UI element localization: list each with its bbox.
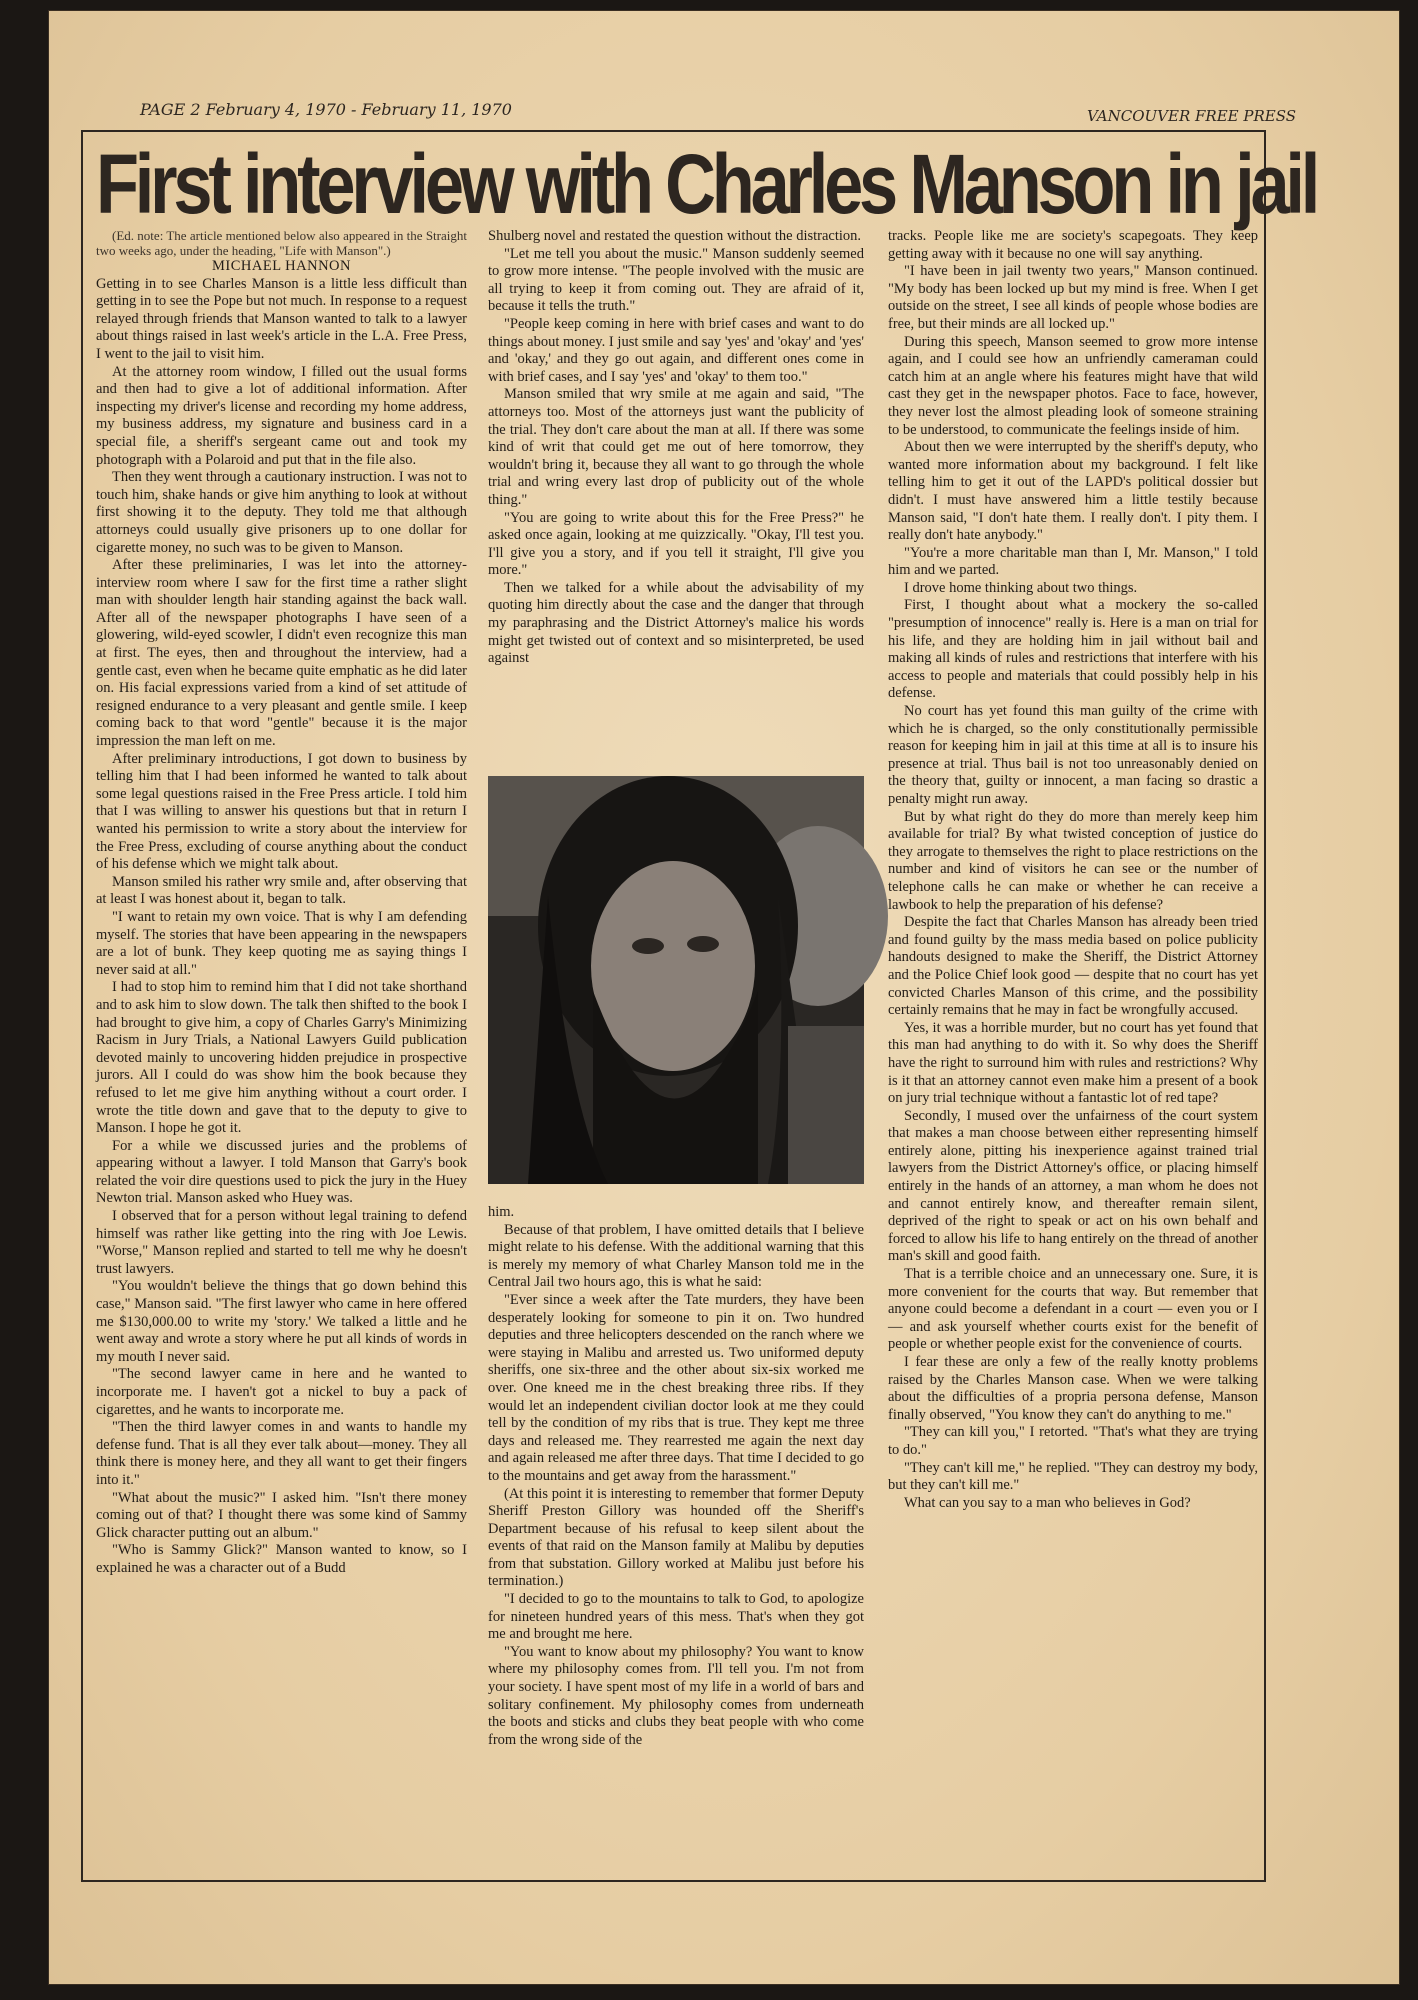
paragraph: Manson smiled that wry smile at me again and said, "The attorneys too. Most of the attorneys just want the publicity of the trial. They don't care about the man at all. If there was some kind of writ that could get me out of here tomorrow, they wouldn't bring it, because they all want to go through the whole trial and wring every last drop of publicity out of the whole thing.": [488, 386, 864, 508]
paragraph: I drove home thinking about two things.: [904, 579, 1138, 596]
paragraph: Despite the fact that Charles Manson has already been tried and found guilty by the mass media based on police publicity handouts designed to make the Sheriff, the District Attorney and the Police Chief look good — despite that no court has yet convicted Charles Manson of this crime, and the possibility certainly remains that he may in fact be wrongfully accused.: [888, 914, 1258, 1019]
paragraph: For a while we discussed juries and the problems of appearing without a lawyer. I told Manson that Garry's book related the voir dire questions used to pick the jury in the Huey Newton trial. Manson asked who Huey was.: [96, 1137, 467, 1207]
column-2-upper-text: [488, 228, 864, 762]
publication-name: VANCOUVER FREE PRESS: [1086, 107, 1296, 125]
paragraph: "What about the music?" I asked him. "Isn't there money coming out of that? I thought there was some kind of Sammy Glick character putting out an album.": [96, 1489, 467, 1541]
paragraph: Yes, it was a horrible murder, but no court has yet found that this man had anything to do with it. So why does the Sheriff have the right to surround him with rules and restrictions? Why is it that an attorney cannot even make him a present of a book on jury trial technique without a fantastic lot of red tape?: [888, 1019, 1258, 1107]
paragraph: "Who is Sammy Glick?" Manson wanted to know, so I explained he was a character out of a Budd: [96, 1542, 467, 1576]
paragraph: "Then the third lawyer comes in and wants to handle my defense fund. That is all they ever talk about—money. They all think there is money here, and they all want to get their fingers into it.": [96, 1419, 467, 1488]
paragraph: About then we were interrupted by the sheriff's deputy, who wanted more information about my background. I felt like telling him to get it out of the LAPD's political dossier but didn't. I must have answered him a little testily because Manson said, "I don't hate them. I really don't. I pity them. I really don't hate anybody.": [888, 439, 1258, 544]
paragraph: "Ever since a week after the Tate murders, they have been desperately looking for someone to pin it on. Two hundred deputies and three helicopters descended on the ranch where we were staying in Malibu and arrested us. Two uniformed deputy sheriffs, one six-three and the other about six-six worked me over. One kneed me in the chest breaking three ribs. If they would let an independent civilian doctor look at me they could tell by the condition of my ribs that is true. They kept me three days and released me. They rearrested me again the next day and again released me after three days. That time I decided to go to the mountains and get away from the harassment.": [488, 1291, 864, 1484]
column-2: [488, 228, 864, 1873]
paragraph: I observed that for a person without legal training to defend himself was rather like getting into the ring with Joe Lewis. "Worse," Manson replied and started to tell me why he doesn't trust lawyers.: [96, 1208, 467, 1277]
paragraph: Manson smiled his rather wry smile and, after observing that at least I was honest about it, began to talk.: [96, 873, 467, 908]
paragraph: "I have been in jail twenty two years," Manson continued. "My body has been locked up but my mind is free. When I get outside on the street, I see all kinds of people whose bodies are free, but their minds are all locked up.": [888, 263, 1258, 332]
paragraph: Secondly, I mused over the unfairness of the court system that makes a man choose between either representing himself entirely alone, pitting his inexperience against trained trial lawyers from the District Attorney's office, or placing himself entirely in the hands of an attorney, a man whom he does not and cannot entirely know, and thereafter remain silent, deprived of the right to speak or act on his own behalf and forced to allow his life to hang entirely on the thread of another man's skill and good faith.: [888, 1107, 1258, 1265]
column-1: [96, 228, 467, 1873]
paragraph: Shulberg novel and restated the question without the distraction.: [488, 228, 862, 244]
paragraph: "They can kill you," I retorted. "That's what they are trying to do.": [888, 1424, 1258, 1458]
paragraph: "The second lawyer came in here and he wanted to incorporate me. I haven't got a nickel to buy a pack of cigarettes, and he wants to incorporate me.: [96, 1366, 467, 1418]
paragraph: But by what right do they do more than merely keep him available for trial? By what twisted conception of justice do they arrogate to themselves the right to place restrictions on the number and kind of visitors he can see or the number of telephone calls he can make or whether he can receive a lawbook to help the preparation of his defense?: [888, 808, 1258, 913]
paragraph: "You wouldn't believe the things that go down behind this case," Manson said. "The first lawyer who came in here offered me $130,000.00 to write my 'story.' We talked a little and he went away and wrote a story where he put all kinds of words in my mouth I never said.: [96, 1278, 467, 1365]
paragraph: Then they went through a cautionary instruction. I was not to touch him, shake hands or give him anything to look at without first showing it to the deputy. They told me that although attorneys could usually give prisoners up to one dollar for cigarette money, no such was to be given to Manson.: [96, 469, 467, 556]
paragraph: "You want to know about my philosophy? You want to know where my philosophy comes from. I'll tell you. I'm not from your society. I have spent most of my life in a world of bars and solitary confinement. My philosophy comes from underneath the boots and sticks and clubs they beat people with who come from the wrong side of the: [488, 1643, 864, 1748]
column-3: [888, 228, 1258, 1873]
paragraph: him.: [488, 1204, 515, 1220]
portrait-photo: [488, 776, 864, 1184]
paragraph: "I want to retain my own voice. That is why I am defending myself. The stories that have been appearing in the newspapers are a lot of bunk. They keep quoting me as saying things I never said at all.": [96, 908, 467, 978]
paragraph: At the attorney room window, I filled out the usual forms and then had to give a lot of additional information. After inspecting my driver's license and recording my home address, my business address, my signature and business card in a special file, a sheriff's sergeant came out and took my photograph with a Polaroid and put that in the file also.: [96, 363, 467, 468]
paragraph: No court has yet found this man guilty of the crime with which he is charged, so the only constitutionally permissible reason for keeping him in jail at this time at all is to insure his presence at trial. Thus bail is not too unreasonably denied on the theory that, guilty or innocent, a man facing so drastic a penalty might run away.: [888, 703, 1258, 807]
paragraph: I fear these are only a few of the really knotty problems raised by the Charles Manson case. When we were talking about the difficulties of a propria persona defense, Manson finally observed, "You know they can't do anything to me.": [888, 1354, 1258, 1423]
column-2-lower-text: [488, 1204, 864, 1749]
paragraph: During this speech, Manson seemed to grow more intense again, and I could see how an unfriendly cameraman could catch him at an angle where his features might have that wild cast they get in the newspaper photos. Face to face, however, they never lost the almost pleading look of someone straining to be understood, to communicate the feelings inside of him.: [888, 333, 1258, 438]
paragraph: Because of that problem, I have omitted details that I believe might relate to his defense. With the additional warning that this is merely my memory of what Charley Manson told me in the Central Jail two hours ago, this is what he said:: [488, 1221, 864, 1291]
byline: MICHAEL HANNON: [212, 258, 351, 274]
paragraph: tracks. People like me are society's scapegoats. They keep getting away with it because no one will say anything.: [888, 228, 1258, 262]
paragraph: "You're a more charitable man than I, Mr. Manson," I told him and we parted.: [888, 544, 1258, 579]
paragraph: "They can't kill me," he replied. "They can destroy my body, but they can't kill me.": [888, 1459, 1258, 1494]
paragraph: "People keep coming in here with brief cases and want to do things about money. I just smile and say 'yes' and 'okay' and 'yes' and 'okay,' and they go out again, and different ones come in with brief cases, and I say 'yes' and 'okay' to them too.": [488, 315, 864, 385]
paragraph: (At this point it is interesting to remember that former Deputy Sheriff Preston Gillory was hounded off the Sheriff's Department because of his refusal to keep silent about the events of that raid on the Manson family at Malibu by deputies from that substation. Gillory worked at Malibu just before his termination.): [488, 1485, 864, 1590]
paragraph: "I decided to go to the mountains to talk to God, to apologize for nineteen hundred years of this mess. That's when they got me and brought me here.: [488, 1591, 864, 1643]
paragraph: I had to stop him to remind him that I did not take shorthand and to ask him to slow down. The talk then shifted to the book I had brought to give him, a copy of Charles Garry's Minimizing Racism in Jury Trials, a National Lawyers Guild publication devoted mainly to uncovering hidden prejudice in prospective jurors. All I could do was show him the book because they refused to let me give him anything without a court order. I wrote the title down and gave that to the deputy to give to Manson. I hope he got it.: [96, 979, 467, 1137]
paragraph: What can you say to a man who believes in God?: [904, 1494, 1191, 1511]
paragraph: "Let me tell you about the music." Manson suddenly seemed to grow more intense. "The people involved with the music are all trying to keep it from coming out. They are afraid of it, because it tells the truth.": [488, 245, 864, 315]
paragraph: That is a terrible choice and an unnecessary one. Sure, it is more convenient for the courts that way. But remember that anyone could become a defendant in a court — even you or I — and ask yourself whether courts exist for the benefit of people or whether people exist for the convenience of courts.: [888, 1266, 1258, 1353]
paragraph: "You are going to write about this for the Free Press?" he asked once again, looking at me quizzically. "Okay, I'll test you. I'll give you a story, and if you tell it straight, I'll give you more.": [488, 509, 864, 579]
portrait-illustration: [488, 776, 864, 1184]
paragraph: After these preliminaries, I was let into the attorney-interview room where I saw for the first time a rather slight man with shoulder length hair standing against the back wall. After all of the newspaper photographs I have seen of a glowering, wild-eyed scowler, I didn't even recognize this man at first. The eyes, then and throughout the interview, had a gentle cast, even when he became quite emphatic as he did later on. His facial expressions varied from a kind of set attitude of resigned endurance to a very pleasant and gentle smile. I keep coming back to that word "gentle" because it is the major impression the man left on me.: [96, 557, 467, 750]
paragraph: Then we talked for a while about the advisability of my quoting him directly about the case and the danger that through my paraphrasing and the District Attorney's malice his words might get twisted out of context and so misinterpreted, be used against: [488, 579, 864, 667]
paragraph: First, I thought about what a mockery the so-called "presumption of innocence" really is. Here is a man on trial for his life, and they are holding him in jail without bail and making all kinds of rules and restrictions that interfere with his access to people and materials that could possibly help in his defense.: [888, 597, 1258, 702]
paragraph: After preliminary introductions, I got down to business by telling him that I had been informed he wanted to talk about some legal questions raised in the Free Press article. I told him that I was willing to answer his questions but that in return I wanted his permission to write a story about the interview for the Free Press, excluding of course anything about the conduct of his defense which we might talk about.: [96, 750, 467, 873]
paragraph: Getting in to see Charles Manson is a little less difficult than getting in to see the Pope but not much. In response to a request relayed through friends that Manson wanted to talk to a lawyer about things raised in last week's article in the L.A. Free Press, I went to the jail to visit him.: [96, 275, 467, 362]
page-date-header: PAGE 2 February 4, 1970 - February 11, 1970: [140, 100, 512, 119]
editor-note: (Ed. note: The article mentioned below also appeared in the Straight two weeks ago, under the heading, "Life with Manson".): [96, 228, 467, 258]
headline: First interview with Charles Manson in jail: [96, 137, 1317, 231]
